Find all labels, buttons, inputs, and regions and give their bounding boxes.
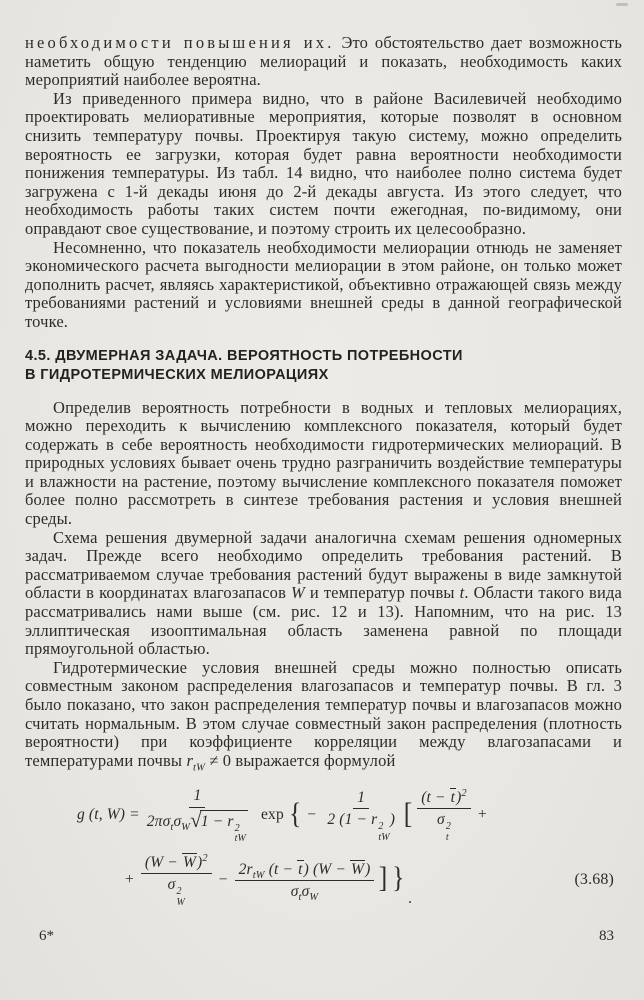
t-bar: t: [450, 788, 456, 806]
paragraph-continuation-text: Это обстоятельство дает возможность наметить общую тенденцию мелиораций и показать, необходимость каких мероприятий наиболее вероятна.: [25, 33, 622, 90]
var-t: t: [459, 583, 465, 603]
fraction-e-num: [235, 860, 375, 881]
fraction-e-num-wopen: ) (W −: [303, 860, 350, 878]
fraction-b-den-text: 2 (1 − r: [327, 811, 378, 829]
fraction-e-num-2r: 2r: [238, 860, 253, 878]
fraction-c-num-close: ): [456, 788, 462, 806]
fraction-e-num-close: ): [365, 860, 371, 878]
r-sub-tw-b: tW: [378, 831, 390, 843]
paragraph-scheme-text-a: Схема решения двумерной задачи аналогична схемам решения одномерных задач. Прежде всего необходимо определить требования растений. В рассматриваемом случае требования растений будут выражены в виде замкнутой области в координатах влагозапасов: [25, 527, 622, 603]
page-number: 83: [599, 928, 614, 944]
fraction-a-den-sub-w: W: [181, 821, 191, 833]
r-supsub-stack: [235, 824, 246, 845]
fraction-c-num-open: (t −: [421, 788, 450, 806]
fraction-e-den-sub-t: t: [298, 892, 302, 904]
radicand: [200, 810, 248, 845]
paragraph-scheme: [25, 529, 622, 659]
section-heading-line1: 4.5. ДВУМЕРНАЯ ЗАДАЧА. ВЕРОЯТНОСТЬ ПОТРЕБНОСТИ: [25, 347, 463, 364]
var-r: r: [186, 750, 194, 770]
section-heading: [25, 347, 622, 385]
fraction-d-num: [141, 853, 212, 874]
left-brace: {: [288, 796, 302, 830]
paragraph-continuation: [25, 34, 622, 90]
fraction-a-den: [143, 808, 252, 845]
sigma-sub-t-c: t: [445, 831, 449, 843]
r-sub-tw: tW: [234, 833, 247, 845]
fraction-d-num-squared: 2: [202, 852, 208, 864]
signature-mark: 6*: [39, 928, 54, 944]
emphasized-phrase: необходимости повышения их.: [25, 33, 335, 52]
fraction-e-den-sigma-t: σ: [290, 882, 299, 900]
fraction-a-den-sub-t: t: [170, 821, 174, 833]
fraction-a-num: 1: [189, 786, 205, 807]
fraction-c-num-squared: 2: [461, 787, 467, 799]
r-sup-2: 2: [234, 822, 240, 834]
t-bar-2: t: [298, 860, 303, 878]
fraction-e-den-sub-w: W: [309, 892, 319, 904]
formula-line-1: [77, 786, 622, 844]
var-r-subscript: tW: [193, 762, 205, 774]
paragraph-hydrothermal-text-a: Гидротермические условия внешней среды можно полностью описать совместным законом распределения влагозапасов и температур почвы. В гл. 3 было показано, что закон распределения температур почвы и влагозапасов можно считать нормальным. В этом случае совместный закон распределения (плотность вероятности) при коэффициенте корреляции между влагозапасами и температурами почвы: [25, 657, 622, 770]
paragraph-hydrothermal: [25, 657, 622, 774]
paragraph-complex-indicator: Определив вероятность потребности в водных и тепловых мелиорациях, можно переходить к вычислению комплексного показателя, который будет содержать в себе вероятность необходимости гидротермических мелиораций. В природных условиях бывает очень трудно разграничить воздействие температуры и влажности на растение, поэтому вычисление комплексного показателя поможет более полно рассмотреть в синтезе требования растения и условия внешней среды.: [25, 397, 622, 529]
minus-sign-1: −: [307, 806, 317, 824]
exp-operator: exp: [261, 806, 284, 824]
plus-continuation-start: +: [125, 871, 134, 889]
fraction-a-den-sigma2: σ: [173, 812, 182, 830]
scan-artifact-top-right: [616, 3, 628, 6]
section-heading-line2: В ГИДРОТЕРМИЧЕСКИХ МЕЛИОРАЦИЯХ: [25, 366, 329, 383]
sigma-sub-w-d: W: [176, 896, 185, 908]
paragraph-scheme-text-c: . Области такого вида рассматривались нами выше (см. рис. 12 и 13). Напомним, что на рис. 13 эллиптическая изооптимальная область заменена равной по площади прямоугольной областью.: [25, 583, 622, 659]
w-bar: W: [182, 853, 197, 871]
text-column: [25, 34, 622, 908]
sqrt-icon: √: [190, 807, 202, 832]
fraction-e: [235, 860, 375, 902]
formula-lhs: g (t, W) =: [77, 806, 140, 824]
sigma-sup-2-d: 2: [176, 886, 182, 898]
right-brace: }: [391, 861, 404, 895]
var-W: W: [291, 583, 305, 603]
formula-period: .: [408, 889, 413, 907]
sigma-sup-2-c: 2: [445, 821, 451, 833]
right-bracket: ]: [379, 861, 388, 895]
fraction-a-den-2pisigma: 2πσ: [146, 812, 171, 830]
formula-line-2: [121, 853, 622, 908]
fraction-c: [417, 788, 471, 843]
fraction-e-num-sub-tw: tW: [252, 869, 265, 881]
fraction-d-den-sigma: σ: [167, 876, 176, 894]
fraction-e-den-sigma-w: σ: [301, 882, 310, 900]
left-bracket: [: [403, 796, 413, 830]
paragraph-scheme-text-b: и температур почвы: [304, 583, 460, 603]
minus-sign-2: −: [218, 871, 228, 889]
fraction-d-den: [164, 874, 189, 908]
fraction-b-den: [323, 809, 399, 843]
fraction-b-den-close: ): [389, 811, 396, 829]
paragraph-example: Из приведенного примера видно, что в районе Василевичей необходимо проектировать мелиоративные мероприятия, которые позволят в основном снизить температуру почвы. Проектируя такую систему, можно определить вероятность ее загрузки, которая будет равна вероятности необходимости понижения температуры. Из табл. 14 видно, что наиболее полно система будет загружена с 1-й декады июня до 2-й декады августа. Из этого следует, что необходимость работы таких систем почти ежегодная, по-видимому, они оправдают свое существование, и поэтому строить их целесообразно.: [25, 88, 622, 238]
sigma-supsub-stack-d: [176, 887, 184, 908]
formula-3-68: [25, 786, 622, 908]
fraction-c-num: [417, 788, 471, 809]
fraction-b-num: 1: [353, 788, 369, 809]
plus-continuation-end: +: [477, 806, 487, 824]
fraction-a: [143, 786, 252, 844]
r-sup-2-b: 2: [378, 821, 384, 833]
fraction-c-den-sigma: σ: [437, 811, 445, 829]
w-bar-2: W: [351, 860, 365, 878]
paragraph-hydrothermal-text-b: ≠ 0 выражается формулой: [205, 750, 396, 770]
fraction-d-num-open: (W −: [144, 853, 182, 871]
r-supsub-stack-b: [378, 822, 389, 843]
fraction-c-den: [433, 809, 455, 843]
fraction-e-num-topen: (t −: [264, 860, 298, 878]
paragraph-indicator: Несомненно, что показатель необходимости мелиорации отнюдь не заменяет экономического расчета выгодности мелиорации в этом районе, он только может дополнить расчет, являясь характеристикой, объективно отражающей связь между требованиями растений и условиями внешней среды в данной географической точке.: [25, 237, 622, 331]
fraction-d-num-close: ): [197, 853, 203, 871]
equation-number: (3.68): [574, 871, 614, 889]
radicand-text: 1 − r: [200, 812, 234, 830]
fraction-e-den: [287, 881, 323, 904]
fraction-d: [141, 853, 212, 908]
sigma-supsub-stack-c: [446, 822, 451, 843]
fraction-b: [323, 788, 399, 843]
